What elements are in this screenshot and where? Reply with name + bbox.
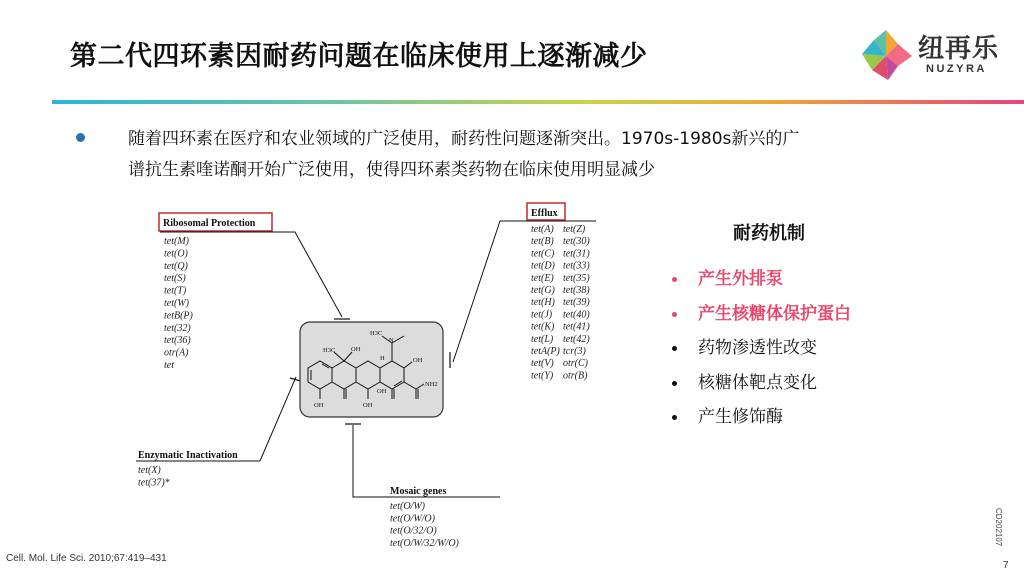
mosaic-gene: tet(O/32/O) (390, 525, 437, 537)
mechanism-text: 产生外排泵 (698, 269, 783, 289)
label-oh-mid: OH (363, 402, 373, 409)
ribosomal-gene: tet(M) (164, 236, 189, 247)
label-n: N (389, 337, 394, 344)
logo-text-cn: 纽再乐 (918, 34, 1000, 64)
mechanism-text: 产生修饰酶 (698, 407, 783, 427)
efflux-gene: tcr(3) (563, 346, 586, 357)
efflux-gene: tet(J) (531, 309, 553, 321)
label-h3c: H3C (323, 347, 336, 354)
efflux-gene: tet(35) (563, 272, 590, 284)
mechanism-bullet (672, 415, 677, 420)
efflux-gene: otr(C) (563, 358, 588, 370)
efflux-gene-list (531, 224, 590, 381)
ribosomal-gene: tet(O) (164, 248, 188, 260)
page-number: 7 (1003, 560, 1009, 571)
mosaic-gene: tet(O/W) (390, 501, 425, 512)
bullet-line-2: 谱抗生素喹诺酮开始广泛使用，使得四环素类药物在临床使用明显减少 (128, 160, 655, 180)
efflux-heading: Efflux (531, 208, 558, 219)
label-oh-top: OH (351, 346, 361, 353)
efflux-gene: otr(B) (563, 370, 588, 382)
mosaic-gene: tet(O/W/32/W/O) (390, 537, 459, 549)
mechanism-bullet (672, 312, 677, 317)
enzymatic-gene: tet(X) (138, 465, 161, 476)
label-nh2: NH2 (425, 381, 438, 388)
mechanism-text: 药物渗透性改变 (698, 338, 817, 358)
enzymatic-connector (260, 377, 296, 461)
citation: Cell. Mol. Life Sci. 2010;67:419–431 (6, 553, 167, 564)
mechanism-bullet (672, 346, 677, 351)
label-oh-bottom-left: OH (314, 402, 324, 409)
efflux-gene: tetA(P) (531, 346, 560, 357)
ribosomal-gene: tet (164, 360, 174, 371)
ribosomal-gene: tetB(P) (164, 310, 193, 322)
efflux-gene: tet(42) (563, 333, 590, 345)
ribosomal-gene: otr(A) (164, 347, 189, 359)
mosaic-gene-list (390, 501, 460, 549)
efflux-gene: tet(E) (531, 272, 554, 284)
mosaic-gene: tet(O/W/O) (390, 513, 435, 525)
efflux-gene: tet(30) (563, 236, 590, 248)
label-oh-mid2: OH (377, 388, 387, 395)
enzymatic-gene: tet(37)* (138, 477, 170, 489)
bullet-dot (76, 133, 85, 142)
efflux-gene: tet(G) (531, 285, 555, 296)
ribosomal-heading: Ribosomal Protection (163, 218, 256, 229)
enzymatic-heading: Enzymatic Inactivation (138, 450, 238, 461)
efflux-gene: tet(41) (563, 321, 590, 333)
document-code: CD202107 (994, 508, 1003, 547)
efflux-gene: tet(A) (531, 224, 554, 235)
efflux-gene: tet(39) (563, 297, 590, 309)
ribosomal-gene: tet(T) (164, 285, 187, 297)
mechanism-text: 核糖体靶点变化 (698, 372, 817, 393)
ribosomal-gene: tet(32) (164, 322, 191, 334)
mosaic-connector (353, 425, 388, 497)
mosaic-heading: Mosaic genes (390, 486, 447, 497)
logo-mark-icon (858, 26, 916, 84)
efflux-gene: tet(C) (531, 248, 555, 260)
page-title: 第二代四环素因耐药问题在临床使用上逐渐减少 (70, 41, 648, 72)
nuzyra-logo (858, 26, 1008, 86)
efflux-gene: tet(V) (531, 358, 554, 370)
efflux-gene: tet(K) (531, 321, 555, 333)
mechanism-text: 产生核糖体保护蛋白 (698, 303, 851, 324)
efflux-gene: tet(40) (563, 309, 590, 321)
efflux-gene: tet(31) (563, 248, 590, 260)
efflux-gene: tet(H) (531, 297, 555, 309)
label-h: H (380, 355, 385, 362)
bullet-text (128, 124, 948, 186)
efflux-gene: tet(33) (563, 260, 590, 272)
efflux-gene: tet(38) (563, 285, 590, 296)
bullet-line-1: 随着四环素在医疗和农业领域的广泛使用，耐药性问题逐渐突出。1970s-1980s新兴的广 (128, 129, 800, 149)
enzymatic-gene-list (138, 465, 170, 489)
logo-text-en: NUZYRA (926, 63, 987, 75)
ribosomal-gene: tet(W) (164, 298, 189, 309)
header-divider (52, 100, 1024, 104)
mechanisms-title: 耐药机制 (733, 223, 805, 244)
label-h3c-n: H3C (370, 330, 383, 337)
efflux-connector (453, 221, 527, 362)
label-oh-right: OH (413, 357, 423, 364)
resistance-diagram-svg (120, 200, 620, 560)
ribosomal-gene: tet(36) (164, 335, 191, 347)
resistance-diagram (120, 200, 620, 560)
ribosomal-gene: tet(Q) (164, 260, 188, 272)
efflux-gene: tet(B) (531, 236, 554, 248)
efflux-gene: tet(Y) (531, 370, 554, 382)
ribosomal-gene: tet(S) (164, 273, 186, 285)
mechanism-bullet (672, 277, 677, 282)
ribosomal-connector (272, 232, 342, 317)
mechanism-bullet (672, 381, 677, 386)
efflux-gene: tet(Z) (563, 224, 586, 235)
ribosomal-gene-list (164, 236, 194, 371)
efflux-gene: tet(L) (531, 333, 554, 345)
efflux-gene: tet(D) (531, 260, 555, 272)
